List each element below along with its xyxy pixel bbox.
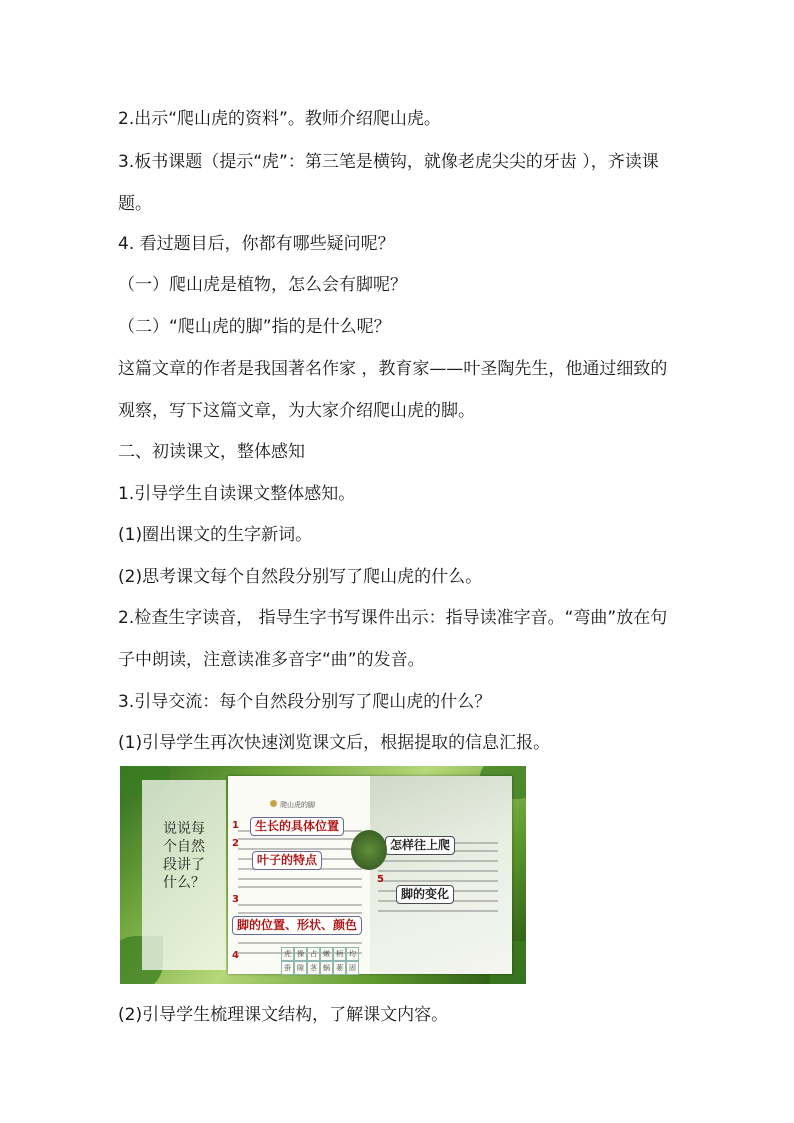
paragraph-line: （二）“爬山虎的脚”指的是什么呢？ bbox=[118, 317, 391, 337]
character-cell: 操 bbox=[294, 947, 307, 961]
character-cell: 蜗 bbox=[320, 961, 333, 975]
character-cell: 萎 bbox=[333, 961, 346, 975]
summary-tag: 怎样往上爬 bbox=[385, 836, 455, 855]
paragraph-line: （一）爬山虎是植物，怎么会有脚呢？ bbox=[118, 275, 407, 295]
paragraph-line: (1)圈出课文的生字新词。 bbox=[118, 525, 313, 545]
paragraph-line: 2.出示“爬山虎的资料”。教师介绍爬山虎。 bbox=[118, 109, 441, 129]
character-cell: 固 bbox=[346, 961, 359, 975]
paragraph-line: 观察，写下这篇文章，为大家介绍爬山虎的脚。 bbox=[118, 401, 475, 421]
character-cell: 蚕 bbox=[281, 961, 294, 975]
prompt-text: 说说每个自然段讲了什么？ bbox=[163, 821, 205, 891]
section-heading: 二、初读课文，整体感知 bbox=[118, 442, 305, 462]
ivy-closeup-image bbox=[351, 830, 387, 870]
summary-tag: 叶子的特点 bbox=[252, 851, 322, 870]
character-grid bbox=[281, 947, 359, 975]
paragraph-line: 子中朗读，注意读准多音字“曲”的发音。 bbox=[118, 650, 425, 670]
paragraph-line: (1)引导学生再次快速浏览课文后，根据提取的信息汇报。 bbox=[118, 733, 551, 753]
character-cell: 柄 bbox=[333, 947, 346, 961]
character-cell: 虎 bbox=[281, 947, 294, 961]
paragraph-line: 3.引导交流：每个自然段分别写了爬山虎的什么？ bbox=[118, 692, 492, 712]
ivy-photo bbox=[370, 776, 512, 974]
paragraph-number: 2 bbox=[232, 838, 239, 849]
paragraph-number: 1 bbox=[232, 820, 239, 831]
paragraph-line: 4. 看过题目后，你都有哪些疑问呢？ bbox=[118, 234, 395, 254]
paragraph-number: 3 bbox=[232, 894, 239, 905]
textbook-title: 爬山虎的脚 bbox=[280, 801, 315, 809]
paragraph-line: (2)引导学生梳理课文结构，了解课文内容。 bbox=[118, 1005, 449, 1025]
character-cell: 均 bbox=[346, 947, 359, 961]
summary-tag: 脚的变化 bbox=[396, 885, 454, 904]
paragraph-number: 4 bbox=[232, 950, 239, 961]
paragraph-line: 题。 bbox=[118, 194, 152, 214]
character-cell: 嫩 bbox=[320, 947, 333, 961]
paragraph-line: 1.引导学生自读课文整体感知。 bbox=[118, 484, 356, 504]
summary-tag: 生长的具体位置 bbox=[250, 817, 344, 836]
paragraph-line: 2.检查生字读音， 指导生字书写课件出示：指导读准字音。“弯曲”放在句 bbox=[118, 608, 668, 628]
character-cell: 隙 bbox=[294, 961, 307, 975]
paragraph-line: 3.板书课题（提示“虎”：第三笔是横钩，就像老虎尖尖的牙齿 ），齐读课 bbox=[118, 152, 659, 172]
lesson-number-badge bbox=[270, 800, 277, 807]
paragraph-line: 这篇文章的作者是我国著名作家 ，教育家——叶圣陶先生，他通过细致的 bbox=[118, 359, 668, 379]
paragraph-line: (2)思考课文每个自然段分别写了爬山虎的什么。 bbox=[118, 567, 483, 587]
character-cell: 茎 bbox=[307, 961, 320, 975]
summary-tag: 脚的位置、形状、颜色 bbox=[232, 916, 362, 935]
paragraph-number: 5 bbox=[377, 874, 384, 885]
character-cell: 占 bbox=[307, 947, 320, 961]
